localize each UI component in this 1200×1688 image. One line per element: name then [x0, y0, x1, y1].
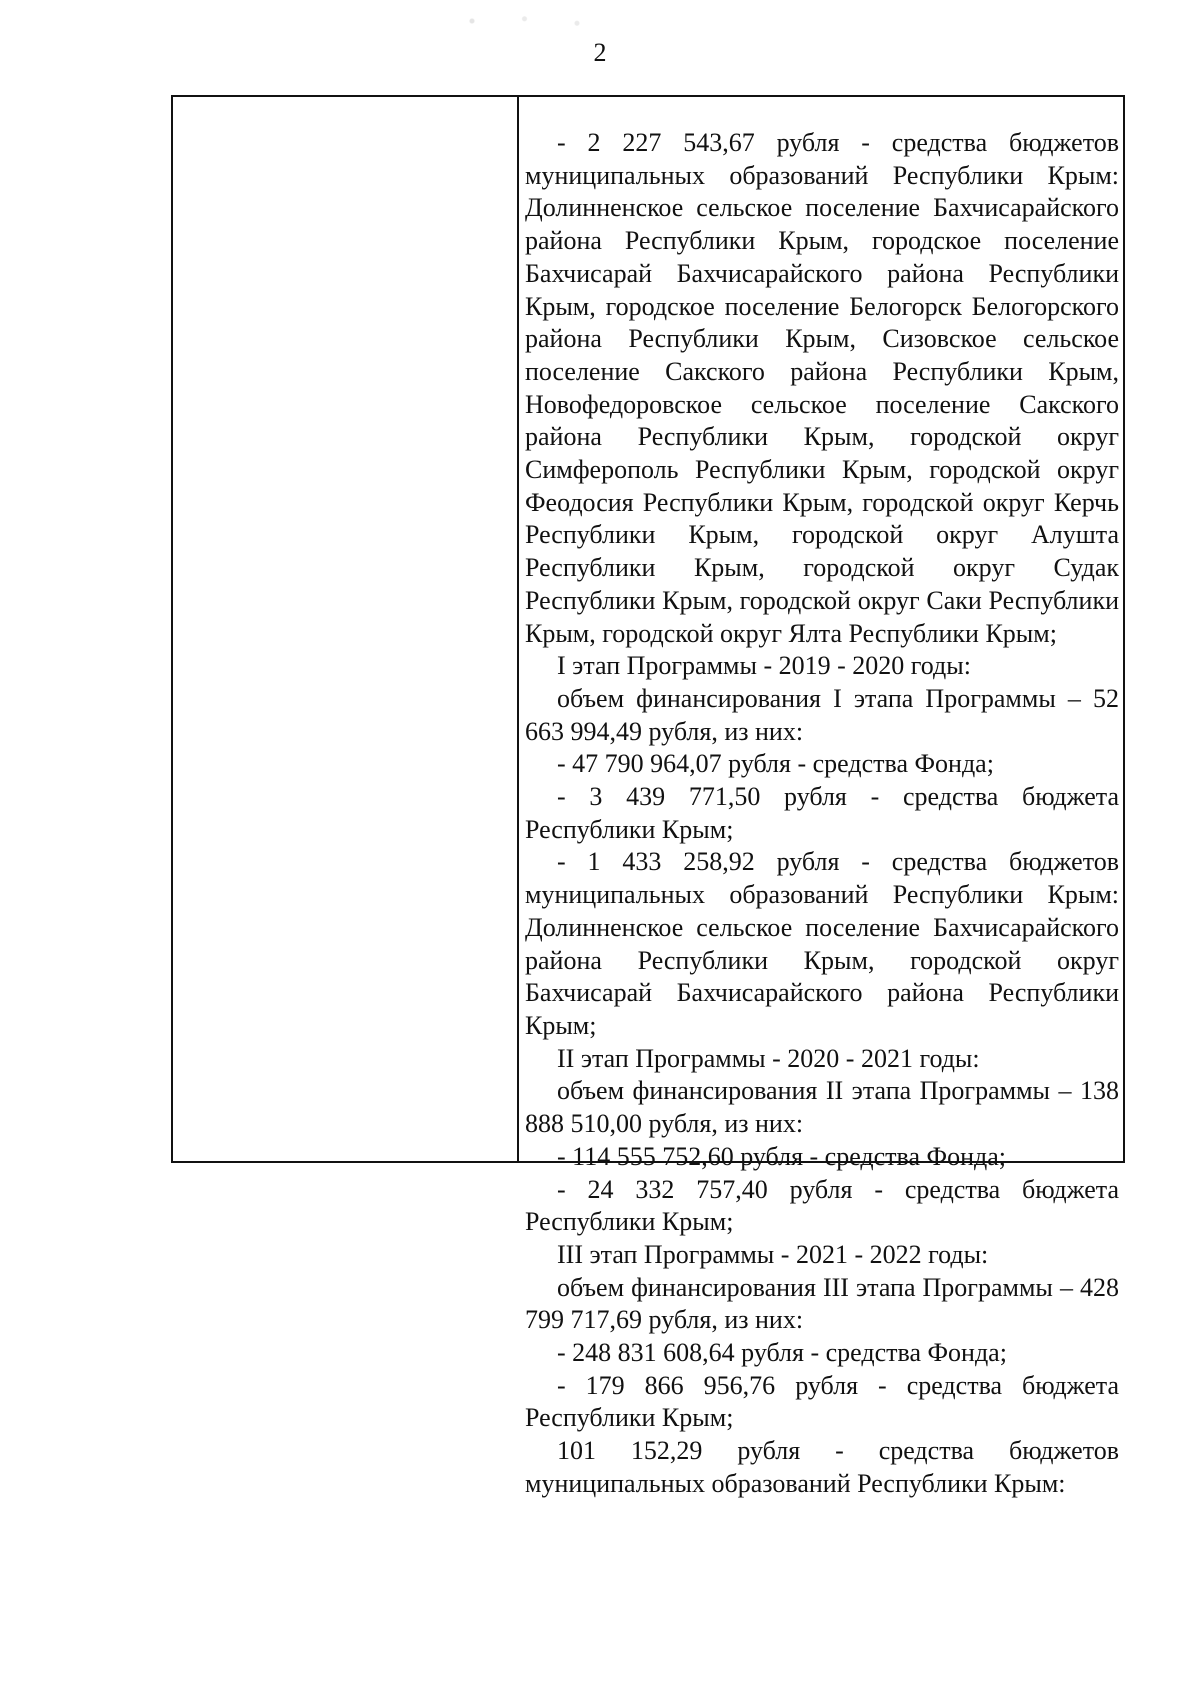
paragraph-stage-1-heading: I этап Программы - 2019 - 2020 годы: — [557, 651, 971, 681]
paragraph-stage-3-fund: - 248 831 608,64 рубля - средства Фонда; — [557, 1338, 1007, 1368]
paragraph-stage-3-republic: - 179 866 956,76 рубля - средства бюджета Республики Крым; — [525, 1370, 1119, 1433]
paragraph-budget-municipal-total: - 2 227 543,67 рубля - средства бюджетов муниципальных образований Республики Крым: Долинненское сельское поселение Бахчисарайского района Республики Крым, городское поселение Бахчисарай Бахчисарайского района Республики Крым, городское поселение Белогорск Белогорского района Республики Крым, Сизовское сельское поселение Сакского района Республики Крым, Новофедоровское сельское поселение Сакского района Республики Крым, городской округ Симферополь Республики Крым, городской округ Феодосия Республики Крым, городской округ Керчь Республики Крым, городской округ Алушта Республики Крым, городской округ Судак Республики Крым, городской округ Саки Республики Крым, городской округ Ялта Республики Крым; — [525, 128, 1119, 648]
paragraph-stage-1-volume: объем финансирования I этапа Программы – 52 663 994,49 рубля, из них: — [525, 683, 1119, 746]
paragraph-stage-3-heading: III этап Программы - 2021 - 2022 годы: — [557, 1239, 989, 1269]
paragraph-stage-3-volume: объем финансирования III этапа Программы – 428 799 717,69 рубля, из них: — [525, 1272, 1119, 1335]
table-right-cell — [519, 97, 1123, 1498]
document-table — [171, 95, 1125, 1498]
paragraph-stage-2-heading: II этап Программы - 2020 - 2021 годы: — [557, 1043, 980, 1073]
paragraph-stage-1-fund: - 47 790 964,07 рубля - средства Фонда; — [557, 749, 994, 779]
scan-artifact — [430, 10, 640, 32]
page-number: 2 — [593, 38, 607, 67]
paragraph-stage-2-volume: объем финансирования II этапа Программы – 138 888 510,00 рубля, из них: — [525, 1076, 1119, 1139]
paragraph-stage-2-republic: - 24 332 757,40 рубля - средства бюджета Республики Крым; — [525, 1174, 1119, 1237]
paragraph-stage-3-municipal: 101 152,29 рубля - средства бюджетов муниципальных образований Республики Крым: — [525, 1436, 1119, 1498]
table-left-cell — [173, 97, 519, 1161]
paragraph-stage-2-fund: - 114 555 752,60 рубля - средства Фонда; — [557, 1141, 1006, 1171]
paragraph-stage-1-republic: - 3 439 771,50 рубля - средства бюджета Республики Крым; — [525, 782, 1119, 844]
paragraph-stage-1-municipal: - 1 433 258,92 рубля - средства бюджетов муниципальных образований Республики Крым: Долинненское сельское поселение Бахчисарайского района Республики Крым, городской округ Бахчисарай Бахчисарайского района Республики Крым; — [525, 847, 1119, 1040]
